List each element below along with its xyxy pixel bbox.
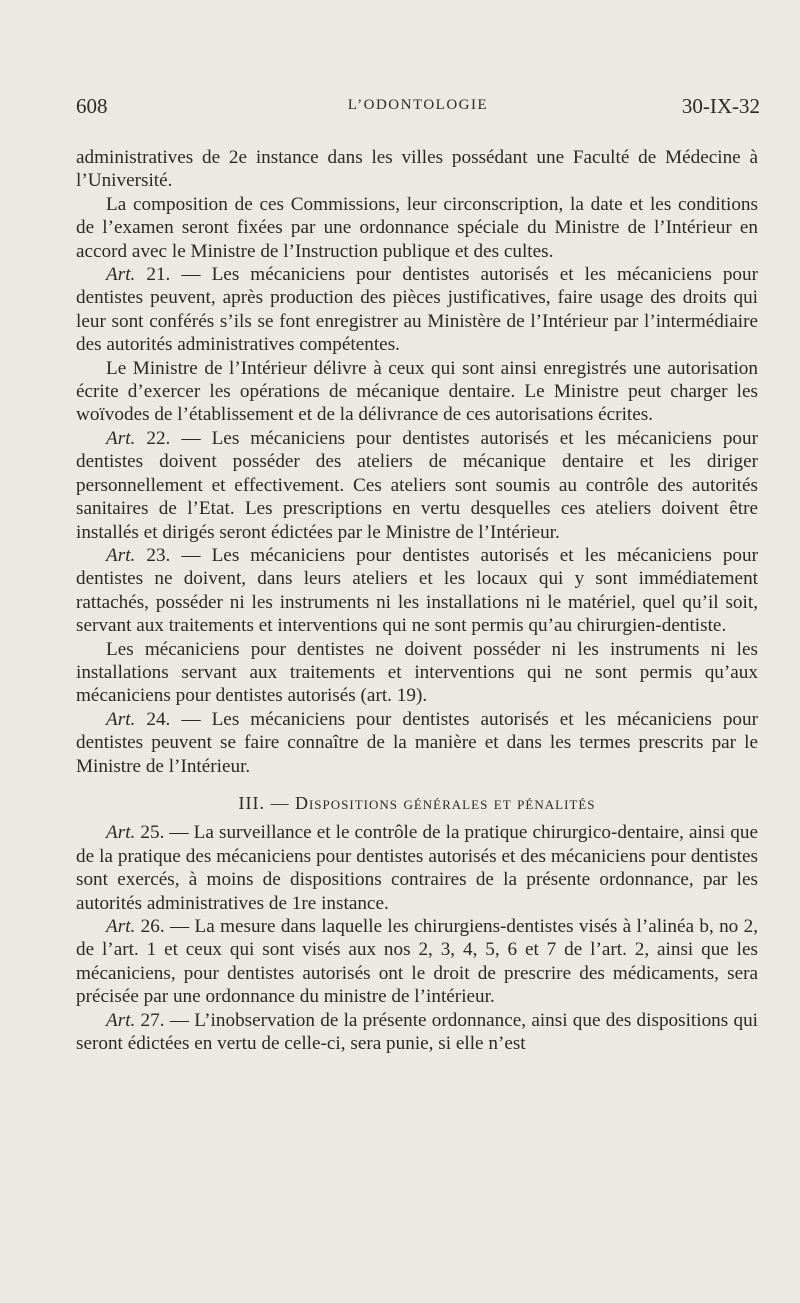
- article-26: [76, 915, 758, 1009]
- article-text: 23. — Les mécaniciens pour dentistes autorisés et les mécaniciens pour dentistes ne doivent, dans leurs ateliers et les locaux qui y sont immédiatement rattachés, posséder ni les instruments ni les installations ni le matériel, quel qu’il soit, servant aux traitements et interventions qui ne sont permis qu’au chirurgien-dentiste.: [76, 544, 758, 637]
- running-title: L’ODONTOLOGIE: [347, 97, 489, 113]
- page-number: 608: [76, 94, 108, 118]
- article-22: [76, 427, 758, 544]
- article-label: Art.: [106, 916, 136, 937]
- paragraph-instruments: Les mécaniciens pour dentistes ne doivent posséder ni les instruments ni les installations servant aux traitements et interventions qui ne sont permis qu’aux mécaniciens pour dentistes autorisés (art. 19).: [76, 638, 758, 707]
- article-label: Art.: [106, 427, 136, 449]
- section-title: Dispositions générales et pénalités: [294, 792, 596, 813]
- article-21: [76, 263, 758, 357]
- article-text: 24. — Les mécaniciens pour dentistes autorisés et les mécaniciens pour dentistes peuvent se faire connaître de la manière et dans les termes prescrits par le Ministre de l’Intérieur.: [76, 708, 758, 777]
- article-text: 22. — Les mécaniciens pour dentistes autorisés et les mécaniciens pour dentistes doivent posséder des ateliers de mécanique dentaire et les diriger personnellement et effectivement. Ces ateliers sont soumis au contrôle des autorités sanitaires de l’Etat. Les prescriptions en vertu desquelles ces ateliers doivent être installés et dirigés seront édictées par le Ministre de l’Intérieur.: [76, 427, 758, 543]
- paragraph-continuation: administratives de 2e instance dans les villes possédant une Faculté de Médecine à l’Université.: [76, 147, 758, 192]
- issue-date: 30-IX-32: [681, 94, 760, 118]
- article-label: Art.: [106, 822, 136, 844]
- section-number: III. —: [238, 792, 295, 813]
- article-27: [76, 1009, 758, 1056]
- section-heading: [76, 792, 758, 815]
- article-label: Art.: [106, 544, 136, 566]
- article-text: 26. — La mesure dans laquelle les chirurgiens-dentistes visés à l’alinéa b, no 2, de l’art. 1 et ceux qui sont visés aux nos 2, 3, 4, 5, 6 et 7 de l’art. 2, ainsi que les mécaniciens, pour dentistes autorisés ont le droit de prescrire des médicaments, sera précisée par une ordonnance du ministre de l’intérieur.: [76, 916, 758, 1008]
- paragraph-commissions: La composition de ces Commissions, leur circonscription, la date et les conditions de l’examen seront fixées par une ordonnance spéciale du Ministre de l’Intérieur en accord avec le Ministre de l’Instruction publique et des cultes.: [76, 193, 758, 262]
- article-24: [76, 708, 758, 778]
- article-text: 27. — L’inobservation de la présente ordonnance, ainsi que des dispositions qui seront édictées en vertu de celle-ci, sera punie, si elle n’est: [76, 1009, 758, 1055]
- page-header: [76, 94, 760, 124]
- paragraph-authorisation: Le Ministre de l’Intérieur délivre à ceux qui sont ainsi enregistrés une autorisation écrite d’exercer les opérations de mécanique dentaire. Le Ministre peut charger les woïvodes de l’établissement et de la délivrance de ces autorisations écrites.: [76, 357, 758, 426]
- body-text: [76, 146, 758, 1055]
- article-label: Art.: [106, 264, 136, 286]
- article-text: 25. — La surveillance et le contrôle de la pratique chirurgico-dentaire, ainsi que de la pratique des mécaniciens pour dentistes autorisés et des mécaniciens pour dentistes sont exercés, à moins de dispositions contraires de la présente ordonnance, par les autorités administratives de 1re instance.: [76, 822, 758, 914]
- article-label: Art.: [106, 708, 136, 730]
- article-text: 21. — Les mécaniciens pour dentistes autorisés et les mécaniciens pour dentistes peuvent, après production des pièces justificatives, faire usage des droits qui leur sont conférés s’ils se font enregistrer au Ministère de l’Intérieur par l’intermédiaire des autorités administratives compétentes.: [76, 264, 758, 356]
- article-25: [76, 821, 758, 915]
- article-23: [76, 544, 758, 638]
- article-label: Art.: [106, 1009, 136, 1031]
